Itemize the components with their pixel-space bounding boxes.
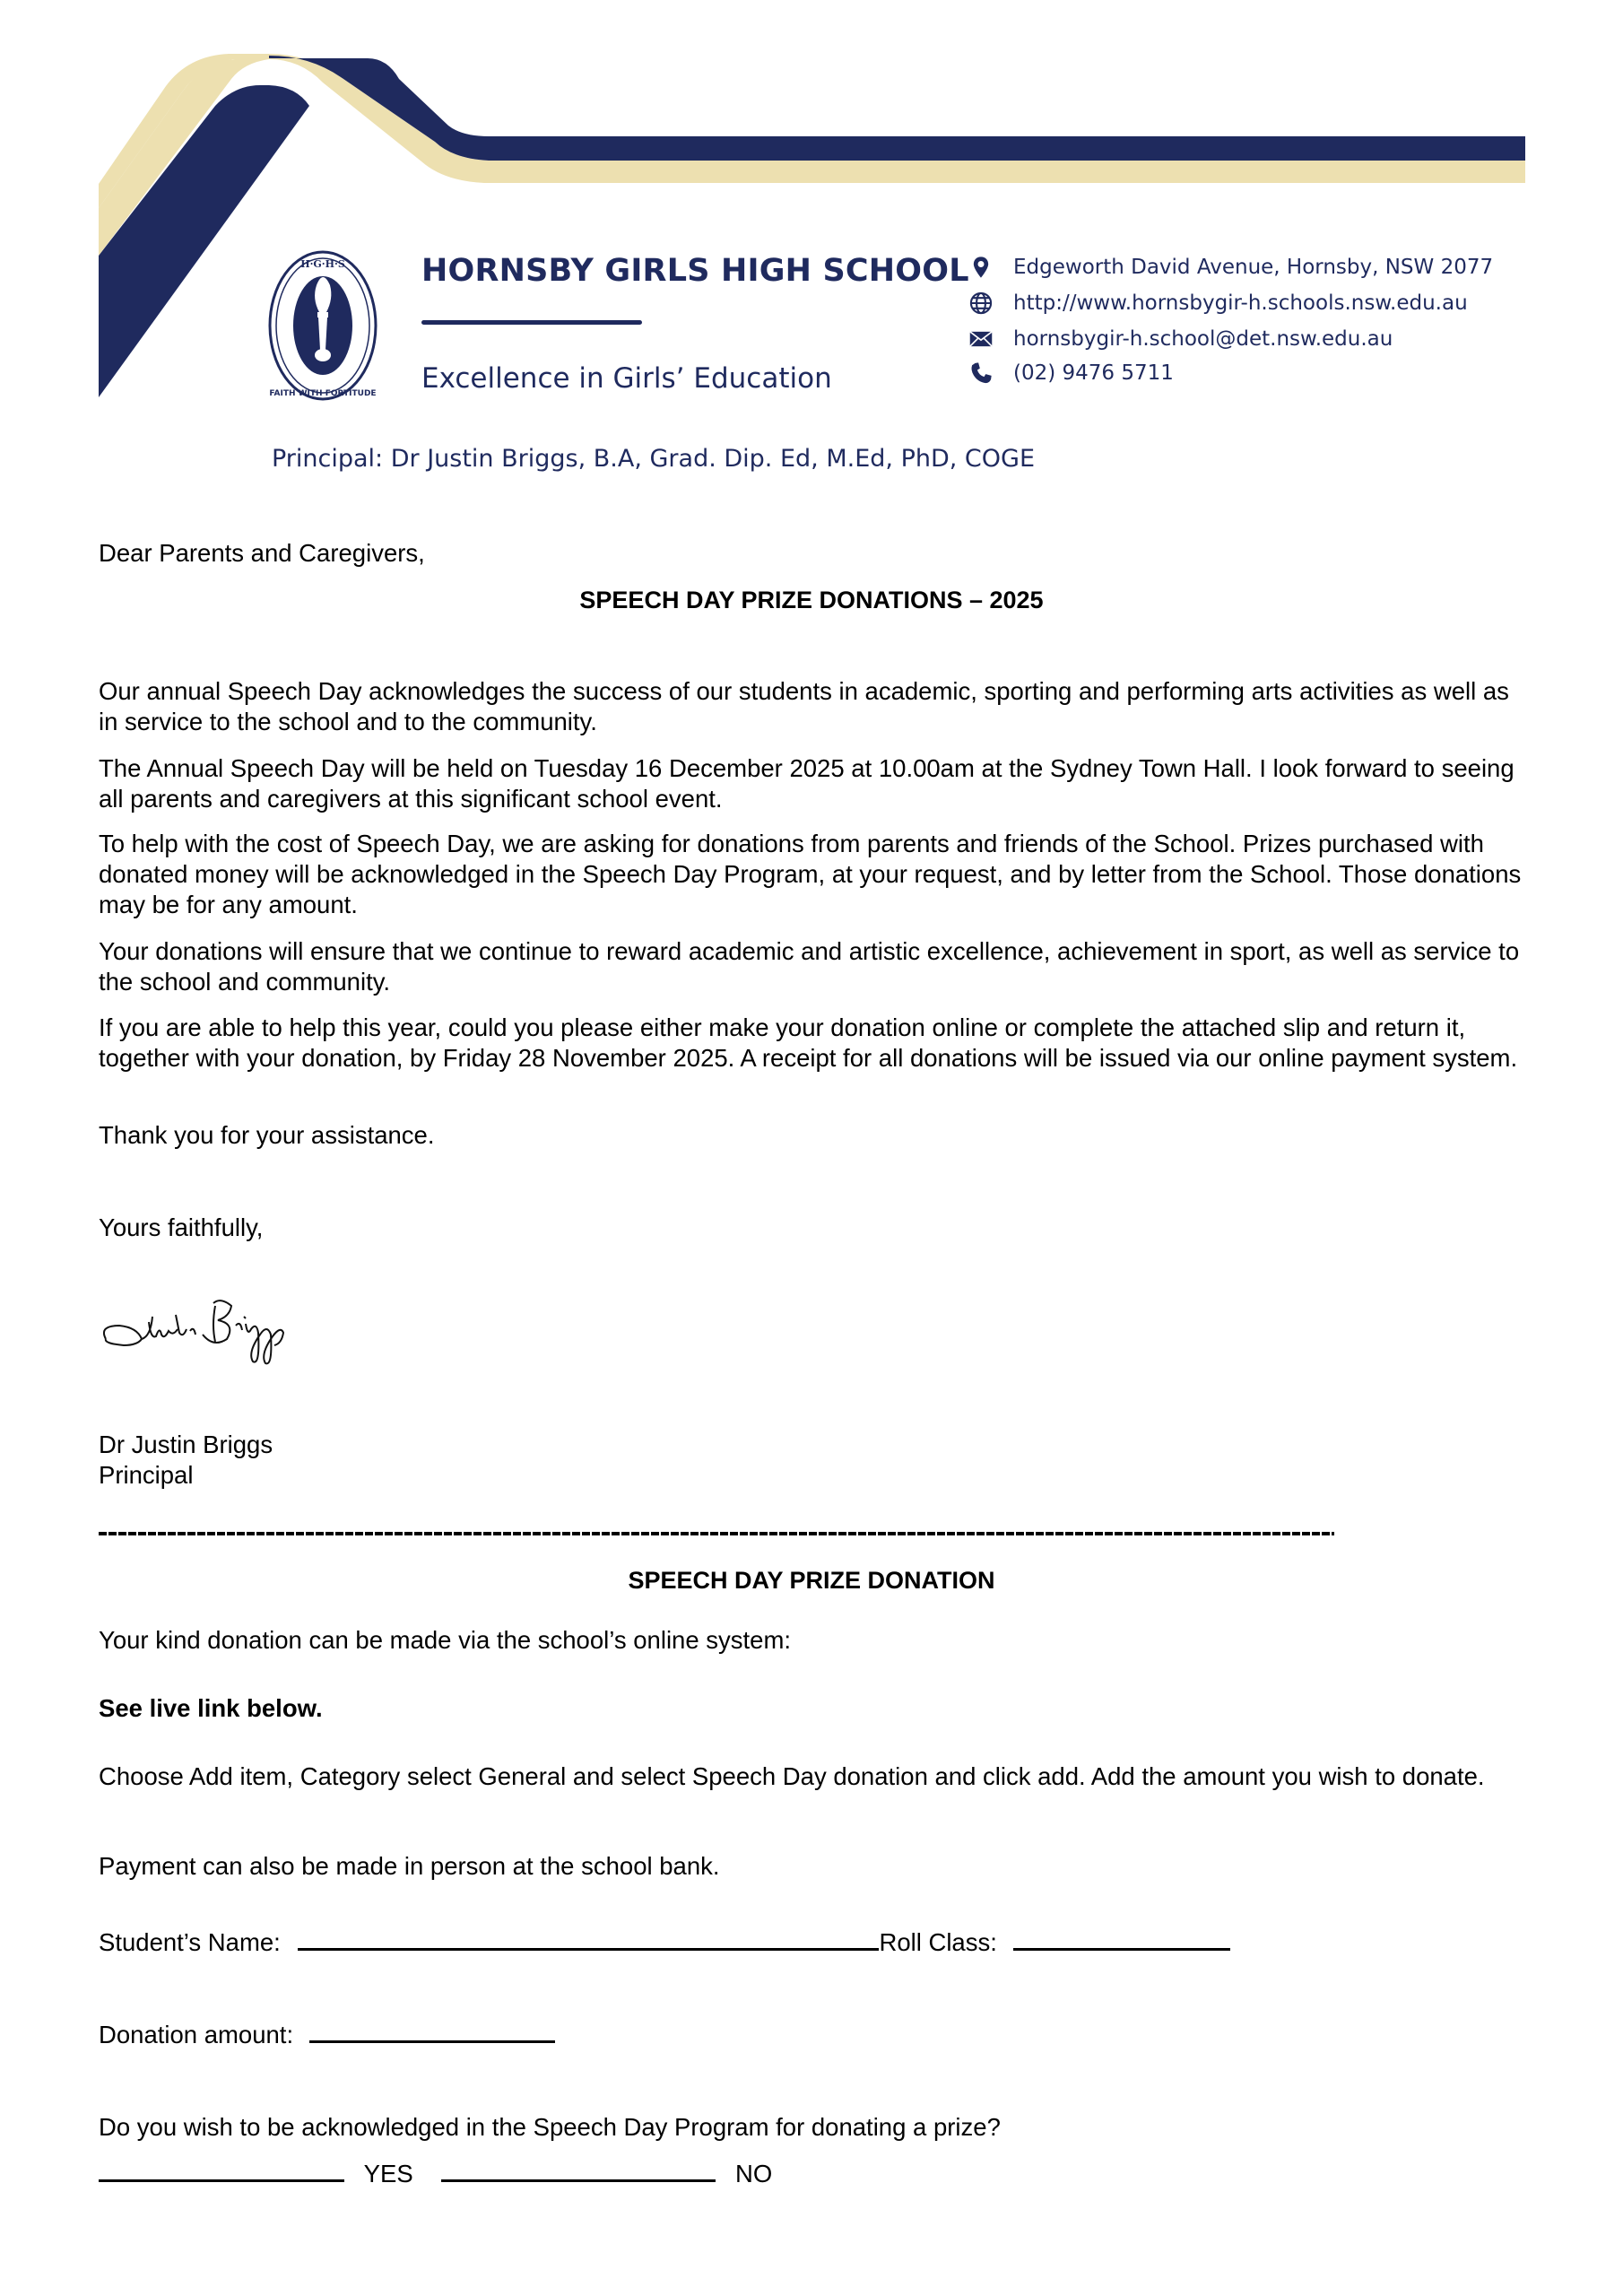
cut-here-separator <box>99 1532 1334 1535</box>
contact-website[interactable] <box>968 291 1468 316</box>
yes-label: YES <box>363 2160 413 2187</box>
student-name-row <box>99 1927 1524 1958</box>
roll-class-field[interactable] <box>1013 1928 1230 1951</box>
principal-credentials: Principal: Dr Justin Briggs, B.A, Grad. Dip. Ed, M.Ed, PhD, COGE <box>272 445 1036 473</box>
svg-text:FAITH WITH FORTITUDE: FAITH WITH FORTITUDE <box>269 389 377 398</box>
phone-text: (02) 9476 5711 <box>1013 361 1174 385</box>
contact-email[interactable] <box>968 326 1393 352</box>
no-field[interactable] <box>441 2160 716 2182</box>
slip-heading: SPEECH DAY PRIZE DONATION <box>628 1567 995 1594</box>
slip-intro: Your kind donation can be made via the school’s online system: <box>99 1626 792 1654</box>
acknowledge-question: Do you wish to be acknowledged in the Speech Day Program for donating a prize? <box>99 2113 1001 2141</box>
acknowledge-options-row <box>99 2159 1524 2189</box>
globe-icon <box>968 291 994 316</box>
school-crest-logo <box>267 249 378 402</box>
paragraph-1: Our annual Speech Day acknowledges the success of our students in academic, sporting and performing arts activities as well as in service to the school and to the community. <box>99 677 1509 735</box>
paragraph-2: The Annual Speech Day will be held on Tuesday 16 December 2025 at 10.00am at the Sydney Town Hall. I look forward to seeing all parents and caregivers at this significant school event. <box>99 754 1515 813</box>
donation-amount-field[interactable] <box>309 2021 555 2043</box>
school-name: HORNSBY GIRLS HIGH SCHOOL <box>421 253 969 289</box>
roll-class-label: Roll Class: <box>879 1928 997 1956</box>
no-label: NO <box>734 2160 773 2187</box>
website-link[interactable]: http://www.hornsbygir-h.schools.nsw.edu.au <box>1013 291 1468 315</box>
online-instructions: Choose Add item, Category select General and select Speech Day donation and click add. Add the amount you wish to donate. <box>99 1762 1485 1790</box>
student-name-field[interactable] <box>298 1928 879 1951</box>
paragraph-5: If you are able to help this year, could you please either make your donation online or complete the attached slip and return it, together with your donation, by Friday 28 November 2025. A receipt for all donations will be issued via our online payment system. <box>99 1013 1518 1072</box>
donation-amount-row <box>99 2020 1524 2050</box>
yes-field[interactable] <box>99 2160 344 2182</box>
in-person-note: Payment can also be made in person at the school bank. <box>99 1852 720 1880</box>
paragraph-3: To help with the cost of Speech Day, we are asking for donations from parents and friends of the School. Prizes purchased with donated money will be acknowledged in the Speech Day Program, at your request, and by letter from the School. Those donations may be for any amount. <box>99 830 1522 918</box>
student-name-label: Student’s Name: <box>99 1928 281 1956</box>
signer-name: Dr Justin Briggs <box>99 1431 273 1458</box>
school-tagline: Excellence in Girls’ Education <box>421 362 832 395</box>
donation-amount-label: Donation amount: <box>99 2021 294 2048</box>
signer-title: Principal <box>99 1461 194 1489</box>
email-link[interactable]: hornsbygir-h.school@det.nsw.edu.au <box>1013 327 1393 351</box>
live-link-note[interactable]: See live link below. <box>99 1694 323 1722</box>
contact-address <box>968 255 1493 280</box>
phone-icon <box>968 361 994 386</box>
closing: Yours faithfully, <box>99 1213 264 1241</box>
svg-text:H·G·H·S: H·G·H·S <box>300 258 345 270</box>
letter-heading: SPEECH DAY PRIZE DONATIONS – 2025 <box>579 587 1044 613</box>
signature-image <box>97 1290 312 1379</box>
school-name-rule <box>421 320 642 325</box>
location-pin-icon <box>968 255 994 280</box>
address-text: Edgeworth David Avenue, Hornsby, NSW 2077 <box>1013 256 1494 279</box>
paragraph-4: Your donations will ensure that we continue to reward academic and artistic excellence, achievement in sport, as well as service to the school and community. <box>99 937 1520 996</box>
salutation: Dear Parents and Caregivers, <box>99 539 425 567</box>
thank-you-line: Thank you for your assistance. <box>99 1121 435 1149</box>
contact-phone <box>968 361 1174 386</box>
envelope-icon <box>968 326 994 352</box>
